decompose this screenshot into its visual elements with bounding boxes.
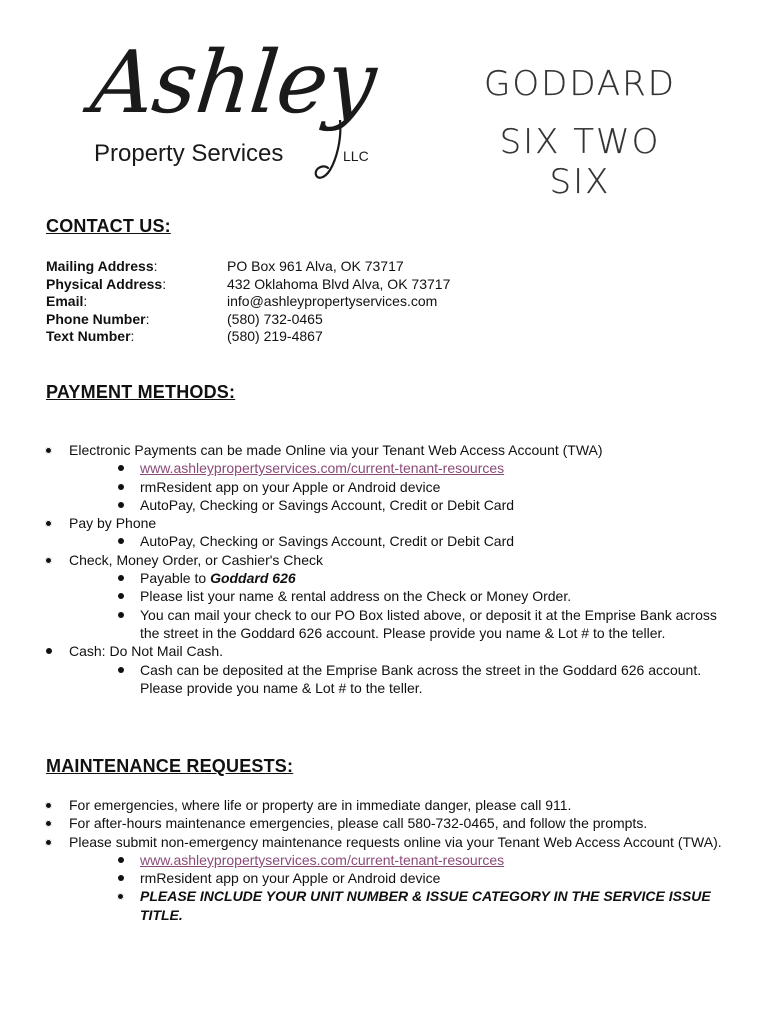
list-item-text: Cash: Do Not Mail Cash. (69, 643, 224, 660)
tenant-resources-link[interactable]: www.ashleypropertyservices.com/current-tenant-resources (140, 460, 505, 477)
list-item-text: Electronic Payments can be made Online via your Tenant Web Access Account (TWA) (69, 442, 603, 458)
list-item-text: For emergencies, where life or property are in immediate danger, please call 911. (69, 797, 572, 813)
payment-list (0, 441, 749, 697)
bullet-icon (45, 447, 52, 454)
payee-name: Goddard 626 (210, 570, 296, 587)
bullet-icon (118, 484, 124, 490)
logo-swash-icon (300, 120, 360, 182)
contact-row-physical: Physical Address: 432 Oklahoma Blvd Alva, OK 73717 (46, 275, 451, 292)
maintenance-heading: MAINTENANCE REQUESTS: (46, 756, 294, 776)
bullet-icon (46, 648, 52, 654)
list-item (0, 796, 749, 814)
bullet-icon (118, 538, 124, 544)
property-name-line2: SIX TWO SIX (499, 122, 661, 202)
contact-label: Physical Address (46, 275, 163, 292)
list-item-text: Please list your name & rental address on the Check or Money Order. (140, 588, 572, 605)
bullet-icon (118, 875, 124, 881)
contact-row-email: Email: info@ashleypropertyservices.com (46, 293, 438, 310)
list-item (0, 887, 730, 924)
list-item (0, 551, 749, 569)
payment-heading: PAYMENT METHODS: (46, 382, 236, 402)
list-item (0, 869, 730, 887)
bullet-icon (117, 893, 124, 900)
contact-row-mailing: Mailing Address: PO Box 961 Alva, OK 73717 (46, 258, 404, 274)
contact-value: 432 Oklahoma Blvd Alva, OK 73717 (227, 275, 451, 292)
contact-value: (580) 732-0465 (227, 310, 323, 327)
bullet-icon (118, 857, 124, 863)
list-item-text: Cash can be deposited at the Emprise Bank across the street in the Goddard 626 account. Please provide you name & Lot # to the teller. (140, 661, 702, 696)
bullet-icon (118, 465, 124, 471)
contact-table (46, 258, 450, 346)
list-item-text: You can mail your check to our PO Box listed above, or deposit it at the Emprise Bank across the street in the Goddard 626 account. Please provide you name & Lot # to the teller. (140, 606, 717, 641)
list-item (0, 532, 730, 550)
bullet-icon (118, 502, 124, 508)
bullet-icon (118, 593, 124, 599)
contact-value: (580) 219-4867 (227, 328, 323, 345)
bullet-icon (45, 557, 52, 564)
list-item (0, 814, 749, 832)
contact-label: Text Number (46, 328, 131, 345)
property-name-line1: GODDARD (484, 64, 676, 104)
contact-label: Mailing Address (46, 258, 154, 274)
list-item-text: rmResident app on your Apple or Android device (140, 478, 441, 495)
tenant-resources-link[interactable]: www.ashleypropertyservices.com/current-tenant-resources (140, 851, 505, 868)
list-item-text: For after-hours maintenance emergencies, please call 580-732-0465, and follow the prompts. (69, 815, 648, 832)
bullet-icon (45, 520, 52, 527)
contact-label: Phone Number (46, 310, 146, 327)
bullet-icon (45, 839, 52, 846)
bullet-icon (118, 612, 124, 618)
contact-value: PO Box 961 Alva, OK 73717 (227, 258, 404, 274)
list-item (0, 459, 730, 477)
list-item (0, 496, 730, 514)
list-item (0, 569, 730, 587)
contact-value: info@ashleypropertyservices.com (227, 293, 438, 310)
list-item (0, 606, 730, 643)
list-item (0, 851, 730, 869)
list-item (0, 441, 749, 459)
list-item-text: Pay by Phone (69, 515, 157, 532)
logo-script-text: Ashley (86, 33, 380, 133)
list-item-text: Payable to (140, 570, 211, 587)
bullet-icon (118, 667, 124, 673)
list-item (0, 833, 749, 851)
bullet-icon (118, 575, 124, 581)
list-item-text: Please submit non-emergency maintenance requests online via your Tenant Web Access Account (TWA). (69, 833, 722, 850)
list-item-text: rmResident app on your Apple or Android device (140, 870, 441, 887)
list-item-text: AutoPay, Checking or Savings Account, Credit or Debit Card (140, 496, 515, 513)
service-note: PLEASE INCLUDE YOUR UNIT NUMBER & ISSUE CATEGORY IN THE SERVICE ISSUE TITLE. (140, 888, 711, 923)
list-item (0, 642, 749, 660)
logo-llc: LLC (343, 148, 369, 164)
bullet-icon (45, 820, 52, 827)
list-item-text: Check, Money Order, or Cashier's Check (69, 551, 323, 568)
bullet-icon (45, 802, 52, 809)
contact-heading: CONTACT US: (46, 216, 171, 236)
list-item (0, 514, 749, 532)
logo-subtitle: Property Services (94, 140, 284, 167)
list-item (0, 478, 730, 496)
contact-row-text: Text Number: (580) 219-4867 (46, 328, 323, 345)
contact-row-phone: Phone Number: (580) 732-0465 (46, 310, 323, 327)
contact-label: Email (46, 293, 84, 310)
list-item (0, 587, 730, 605)
list-item (0, 661, 730, 698)
list-item-text: AutoPay, Checking or Savings Account, Credit or Debit Card (140, 533, 515, 550)
maintenance-list (0, 796, 749, 924)
